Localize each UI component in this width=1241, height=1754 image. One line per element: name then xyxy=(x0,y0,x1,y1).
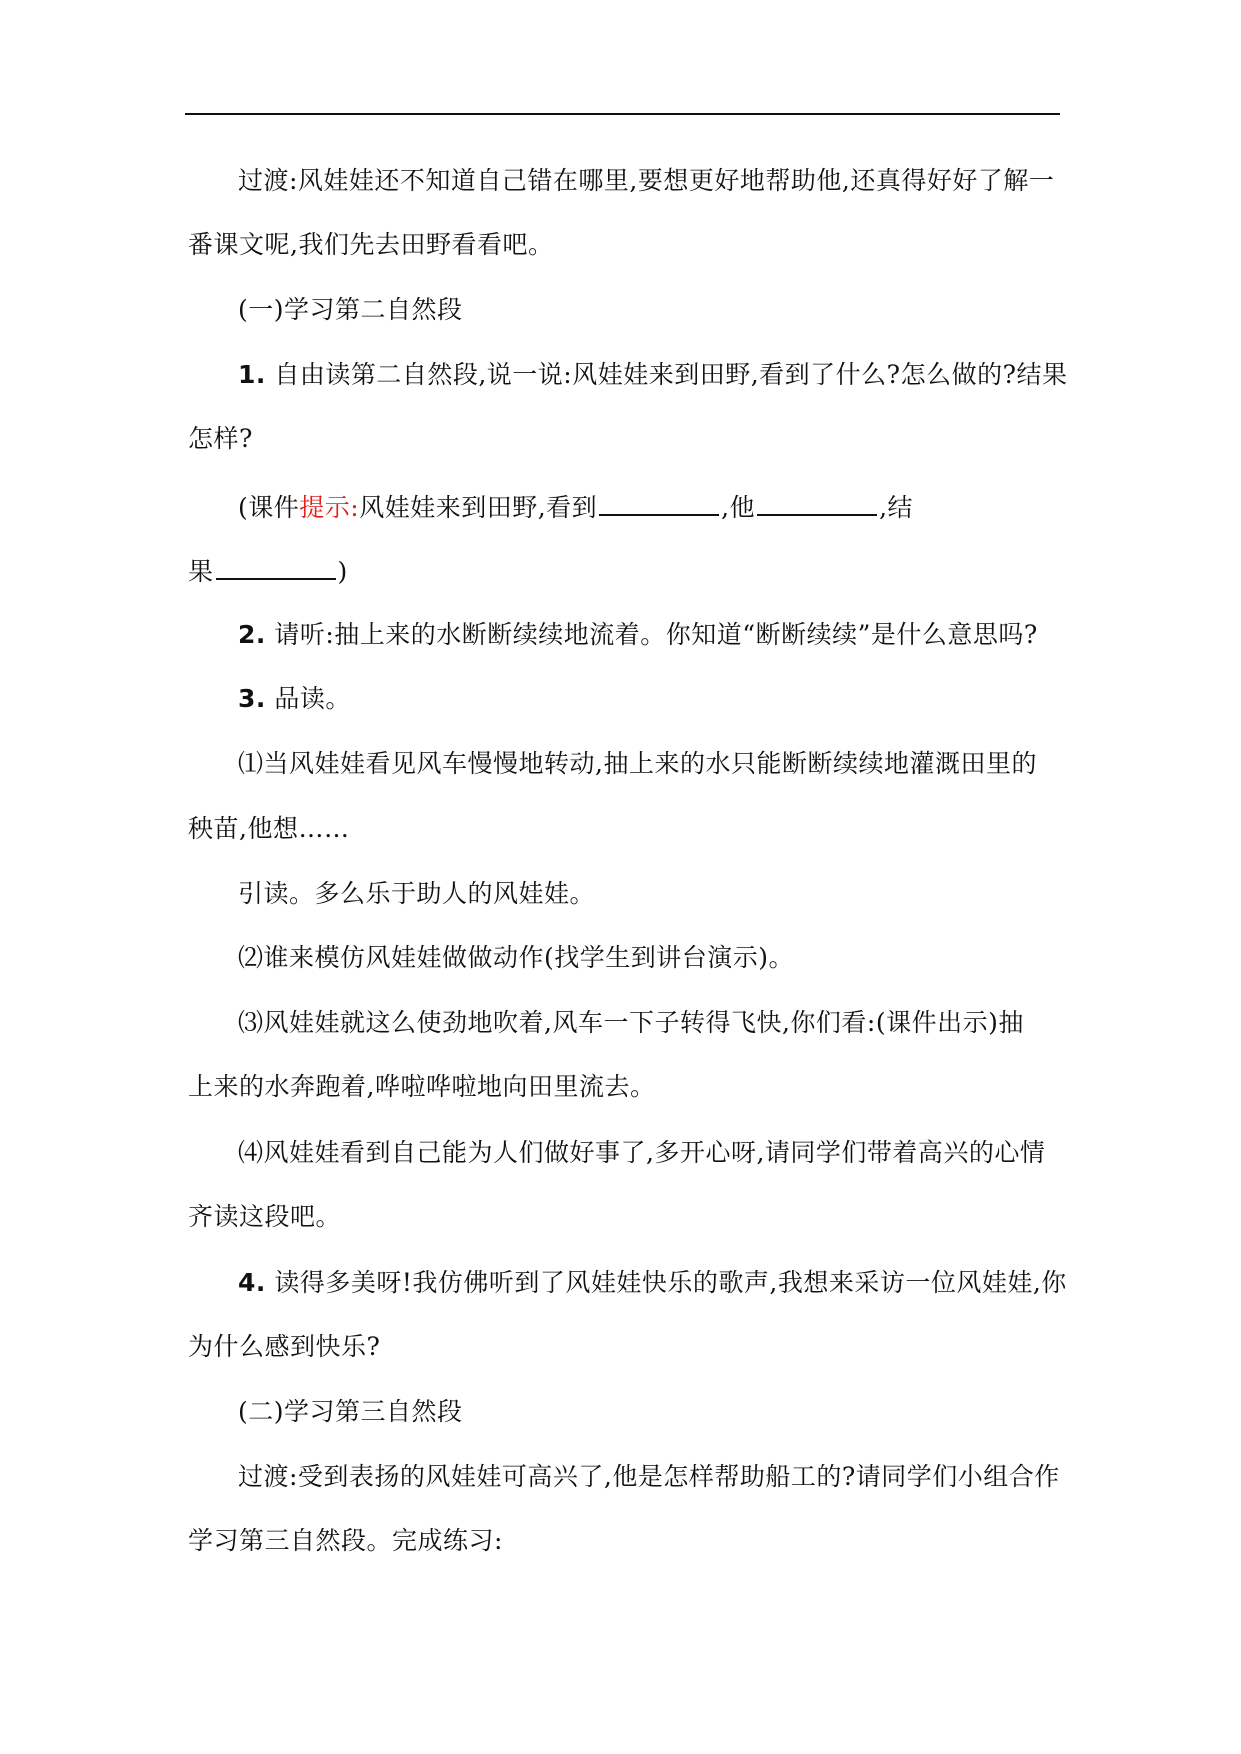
item-number: 1. xyxy=(238,360,266,389)
answer-blank xyxy=(216,552,336,580)
question-item-1: 1. 自由读第二自然段,说一说:风娃娃来到田野,看到了什么?怎么做的?结果 xyxy=(238,360,1068,389)
courseware-hint-continued: 果 ) xyxy=(188,552,348,589)
paragraph-line: 过渡:受到表扬的风娃娃可高兴了,他是怎样帮助船工的?请同学们小组合作 xyxy=(238,1462,1060,1491)
paragraph-line: 番课文呢,我们先去田野看看吧。 xyxy=(188,230,554,259)
paragraph-line: ⑶风娃娃就这么使劲地吹着,风车一下子转得飞快,你们看:(课件出示)抽 xyxy=(238,1008,1024,1037)
paragraph-line: 为什么感到快乐? xyxy=(188,1332,381,1361)
answer-blank xyxy=(599,488,719,516)
paragraph-line: ⑴当风娃娃看见风车慢慢地转动,抽上来的水只能断断续续地灌溉田里的 xyxy=(238,749,1037,778)
paragraph-line: 怎样? xyxy=(188,424,253,453)
section-heading: (一)学习第二自然段 xyxy=(238,295,463,324)
paragraph-line: 学习第三自然段。完成练习: xyxy=(188,1526,503,1555)
question-item-2: 2. 请听:抽上来的水断断续续地流着。你知道“断断续续”是什么意思吗? xyxy=(238,620,1038,649)
courseware-hint: (课件提示:风娃娃来到田野,看到 ,他 ,结 xyxy=(238,488,913,525)
paragraph-line: 齐读这段吧。 xyxy=(188,1202,342,1231)
section-heading: (二)学习第三自然段 xyxy=(238,1397,463,1426)
paragraph-line: 过渡:风娃娃还不知道自己错在哪里,要想更好地帮助他,还真得好好了解一 xyxy=(238,166,1055,195)
answer-blank xyxy=(757,488,877,516)
paragraph-line: 秧苗,他想…… xyxy=(188,814,350,843)
paragraph-line: ⑷风娃娃看到自己能为人们做好事了,多开心呀,请同学们带着高兴的心情 xyxy=(238,1138,1046,1167)
item-number: 2. xyxy=(238,620,266,649)
paragraph-line: 上来的水奔跑着,哗啦哗啦地向田里流去。 xyxy=(188,1072,656,1101)
question-item-3: 3. 品读。 xyxy=(238,684,351,713)
paragraph-line: ⑵谁来模仿风娃娃做做动作(找学生到讲台演示)。 xyxy=(238,943,795,972)
item-number: 3. xyxy=(238,684,266,713)
paragraph-line: 引读。多么乐于助人的风娃娃。 xyxy=(238,879,596,908)
item-number: 4. xyxy=(238,1268,266,1297)
hint-label: 提示: xyxy=(299,493,360,522)
header-rule xyxy=(185,113,1060,115)
question-item-4: 4. 读得多美呀!我仿佛听到了风娃娃快乐的歌声,我想来采访一位风娃娃,你 xyxy=(238,1268,1067,1297)
